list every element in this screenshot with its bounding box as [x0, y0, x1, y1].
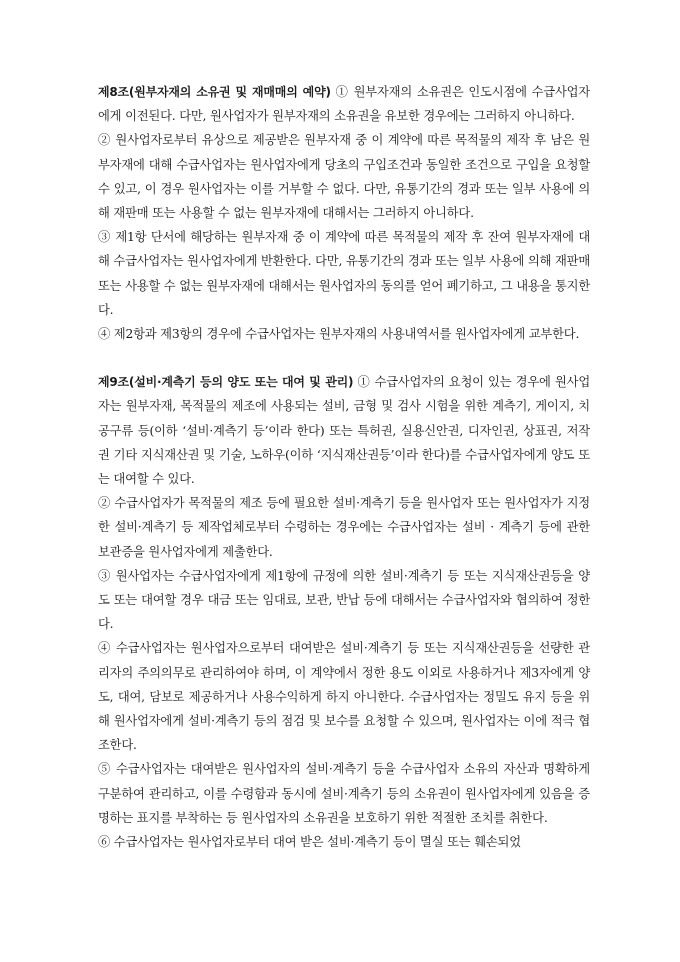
article-8-clause-3: ③ 제1항 단서에 해당하는 원부자재 중 이 계약에 따른 목적물의 제작 후 잔여 원부자재에 대해 수급사업자는 원사업자에게 반환한다. 다만, 유통기간의 경과 또는 일부 사용에 의해 재판매 또는 사용할 수 없는 원부자재에 대해서는 원사업자의 동의를 얻어 폐기하고, 그 내용을 통지한다.: [98, 230, 591, 317]
article-9-paragraph-1: [98, 370, 590, 491]
article-9-clause-4: ④ 수급사업자는 원사업자으로부터 대여받은 설비·계측기 등 또는 지식재산권등을 선량한 관리자의 주의의무로 관리하여야 하며, 이 계약에서 정한 용도 이외로 사용하거나 제3자에게 양도, 대여, 담보로 제공하거나 사용수익하게 하지 아니한다. 수급사업자는 정밀도 유지 등을 위해 원사업자에게 설비·계측기 등의 점검 및 보수를 요청할 수 있으며, 원사업자는 이에 적극 협조한다.: [98, 641, 590, 753]
article-9-clause-5: ⑤ 수급사업자는 대여받은 원사업자의 설비·계측기 등을 수급사업자 소유의 자산과 명확하게 구분하여 관리하고, 이를 수령함과 동시에 설비·계측기 등의 소유권이 원사업자에게 있음을 증명하는 표지를 부착하는 등 원사업자의 소유권을 보호하기 위한 적절한 조치를 취한다.: [98, 762, 590, 825]
article-8-clause-1: ① 원부자재의 소유권은 인도시점에 수급사업자에게 이전된다. 다만, 원사업자가 원부자재의 소유권을 유보한 경우에는 그러하지 아니하다.: [98, 85, 590, 124]
article-9-heading: 제9조(설비·계측기 등의 양도 또는 대여 및 관리): [98, 375, 354, 390]
article-9-clause-3: ③ 원사업자는 수급사업자에게 제1항에 규정에 의한 설비·계측기 등 또는 지식재산권등을 양도 또는 대여할 경우 대금 또는 임대료, 보관, 반납 등에 대해서는 수급사업자와 협의하여 정한다.: [98, 568, 590, 632]
article-9-clause-1: ① 수급사업자의 요청이 있는 경우에 원사업자는 원부자재, 목적물의 제조에 사용되는 설비, 금형 및 검사 시험을 위한 계측기, 게이지, 치공구류 등(이하 ‘설비·계측기 등’이라 한다) 또는 특허권, 실용신안권, 디자인권, 상표권, 저작권 기타 지식재산권 및 기술, 노하우(이하 ‘지식재산권등’이라 한다)를 수급사업자에게 양도 또는 대여할 수 있다.: [98, 375, 590, 487]
article-9: [98, 370, 590, 854]
article-8-heading: 제8조(원부자재의 소유권 및 재매매의 예약): [98, 85, 331, 99]
article-8-clause-4: ④ 제2항과 제3항의 경우에 수급사업자는 원부자재의 사용내역서를 원사업자에게 교부한다.: [98, 327, 580, 342]
article-9-clause-2: ② 수급사업자가 목적물의 제조 등에 필요한 설비·계측기 등을 원사업자 또는 원사업자가 지정한 설비·계측기 등 제작업체로부터 수령하는 경우에는 수급사업자는 설비 · 계측기 등에 관한 보관증을 원사업자에게 제출한다.: [98, 496, 590, 559]
article-8: [98, 80, 590, 346]
article-9-clause-6: ⑥ 수급사업자는 원사업자로부터 대여 받은 설비·계측기 등이 멸실 또는 훼손되었: [98, 835, 521, 850]
article-8-paragraph-1: [98, 80, 590, 128]
article-8-clause-2: ② 원사업자로부터 유상으로 제공받은 원부자재 중 이 계약에 따른 목적물의 제작 후 남은 원부자재에 대해 수급사업자는 원사업자에게 당초의 구입조건과 동일한 조건으로 구입을 요청할 수 있고, 이 경우 원사업자는 이를 거부할 수 없다. 다만, 유통기간의 경과 또는 일부 사용에 의해 재판매 또는 사용할 수 없는 원부자재에 대해서는 그러하지 아니하다.: [98, 133, 590, 221]
document-page: [98, 80, 590, 854]
